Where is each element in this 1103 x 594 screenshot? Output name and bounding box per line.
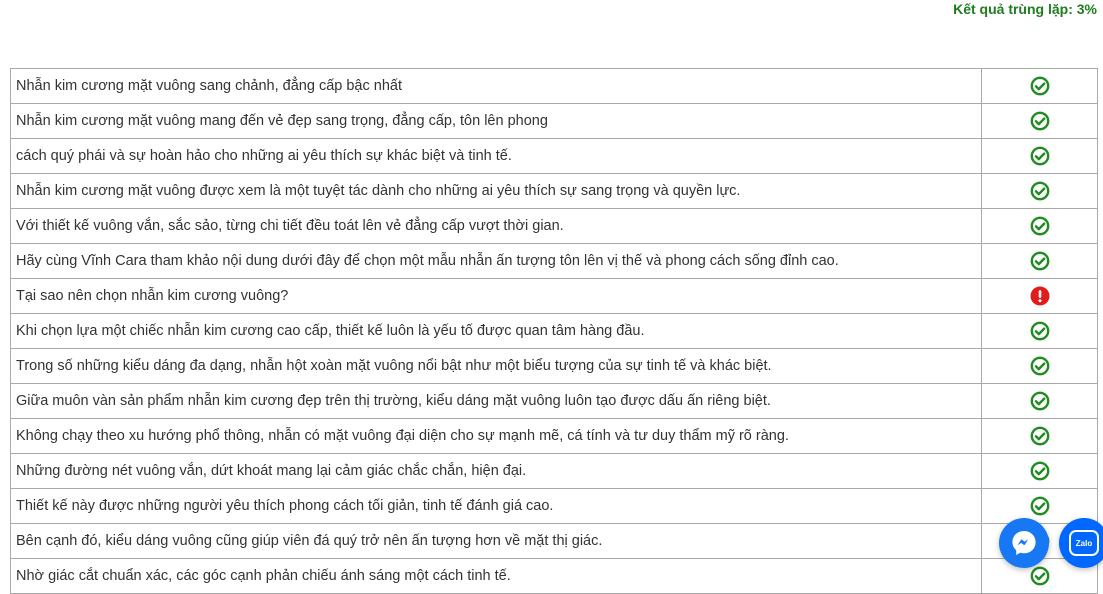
table-row xyxy=(11,104,1098,139)
table-row xyxy=(11,454,1098,489)
row-sentence: Nhờ giác cắt chuẩn xác, các góc cạnh phản chiếu ánh sáng một cách tinh tế. xyxy=(11,559,982,594)
table-row xyxy=(11,314,1098,349)
check-circle-icon xyxy=(1030,391,1050,411)
row-sentence: Hãy cùng Vĩnh Cara tham khảo nội dung dưới đây để chọn một mẫu nhẫn ấn tượng tôn lên vị thế và phong cách sống đỉnh cao. xyxy=(11,244,982,279)
table-row xyxy=(11,69,1098,104)
check-circle-icon xyxy=(1030,461,1050,481)
row-status xyxy=(982,279,1098,314)
table-row xyxy=(11,174,1098,209)
row-sentence: cách quý phái và sự hoàn hảo cho những ai yêu thích sự khác biệt và tinh tế. xyxy=(11,139,982,174)
check-circle-icon xyxy=(1030,181,1050,201)
check-circle-icon xyxy=(1030,426,1050,446)
zalo-icon xyxy=(1069,530,1099,556)
row-status xyxy=(982,384,1098,419)
table-row xyxy=(11,209,1098,244)
zalo-label: Zalo xyxy=(1075,538,1093,548)
table-row xyxy=(11,559,1098,594)
row-status xyxy=(982,69,1098,104)
row-status xyxy=(982,244,1098,279)
check-circle-icon xyxy=(1030,356,1050,376)
row-sentence: Nhẫn kim cương mặt vuông mang đến vẻ đẹp sang trọng, đẳng cấp, tôn lên phong xyxy=(11,104,982,139)
row-sentence: Giữa muôn vàn sản phẩm nhẫn kim cương đẹp trên thị trường, kiểu dáng mặt vuông luôn tạo được dấu ấn riêng biệt. xyxy=(11,384,982,419)
table-row xyxy=(11,419,1098,454)
check-circle-icon xyxy=(1030,111,1050,131)
row-sentence: Nhẫn kim cương mặt vuông sang chảnh, đẳng cấp bậc nhất xyxy=(11,69,982,104)
messenger-icon xyxy=(1009,528,1039,558)
table-row xyxy=(11,349,1098,384)
row-status xyxy=(982,174,1098,209)
row-sentence: Nhẫn kim cương mặt vuông được xem là một tuyệt tác dành cho những ai yêu thích sự sang trọng và quyền lực. xyxy=(11,174,982,209)
messenger-button[interactable] xyxy=(999,518,1049,568)
check-circle-icon xyxy=(1030,216,1050,236)
table-row xyxy=(11,524,1098,559)
row-sentence: Với thiết kế vuông vắn, sắc sảo, từng chi tiết đều toát lên vẻ đẳng cấp vượt thời gian. xyxy=(11,209,982,244)
check-circle-icon xyxy=(1030,251,1050,271)
row-status xyxy=(982,349,1098,384)
duplicate-result-text: Kết quả trùng lặp: 3% xyxy=(953,1,1097,17)
row-status xyxy=(982,209,1098,244)
row-sentence: Trong số những kiểu dáng đa dạng, nhẫn hột xoàn mặt vuông nổi bật như một biểu tượng của sự tinh tế và khác biệt. xyxy=(11,349,982,384)
row-status xyxy=(982,419,1098,454)
row-sentence: Tại sao nên chọn nhẫn kim cương vuông? xyxy=(11,279,982,314)
row-status xyxy=(982,139,1098,174)
row-sentence: Thiết kế này được những người yêu thích phong cách tối giản, tinh tế đánh giá cao. xyxy=(11,489,982,524)
row-status xyxy=(982,454,1098,489)
table-row xyxy=(11,244,1098,279)
error-exclamation-icon xyxy=(1030,286,1050,306)
check-circle-icon xyxy=(1030,321,1050,341)
check-circle-icon xyxy=(1030,496,1050,516)
row-sentence: Không chạy theo xu hướng phổ thông, nhẫn có mặt vuông đại diện cho sự mạnh mẽ, cá tính và tư duy thẩm mỹ rõ ràng. xyxy=(11,419,982,454)
table-row xyxy=(11,279,1098,314)
table-row xyxy=(11,139,1098,174)
table-row xyxy=(11,384,1098,419)
row-sentence: Khi chọn lựa một chiếc nhẫn kim cương cao cấp, thiết kế luôn là yếu tố được quan tâm hàng đầu. xyxy=(11,314,982,349)
zalo-button[interactable] xyxy=(1059,518,1103,568)
row-status xyxy=(982,104,1098,139)
row-sentence: Những đường nét vuông vắn, dứt khoát mang lại cảm giác chắc chắn, hiện đại. xyxy=(11,454,982,489)
plagiarism-check-table xyxy=(10,68,1098,594)
table-row xyxy=(11,489,1098,524)
row-sentence: Bên cạnh đó, kiểu dáng vuông cũng giúp viên đá quý trở nên ấn tượng hơn về mặt thị giác. xyxy=(11,524,982,559)
row-status xyxy=(982,314,1098,349)
check-circle-icon xyxy=(1030,566,1050,586)
check-circle-icon xyxy=(1030,146,1050,166)
check-circle-icon xyxy=(1030,76,1050,96)
